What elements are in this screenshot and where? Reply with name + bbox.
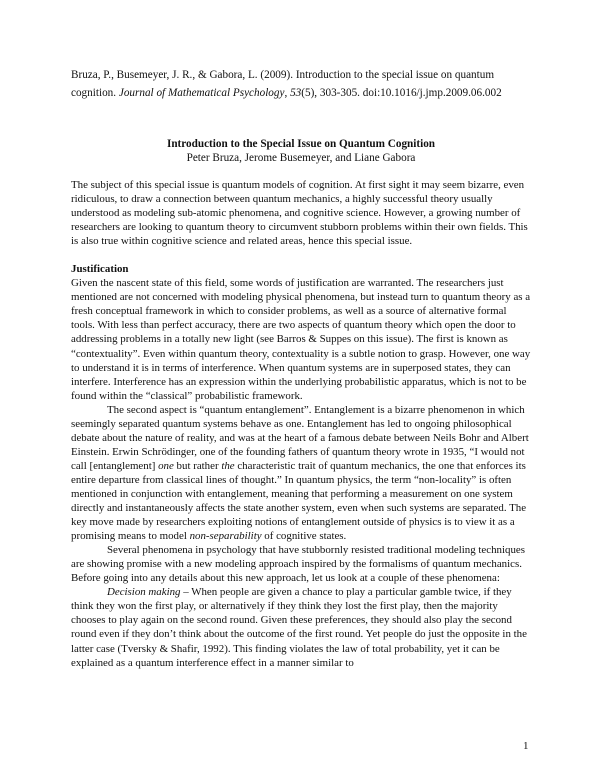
citation-volume: 53 [290,87,302,99]
justification-paragraph-3: Several phenomena in psychology that have stubbornly resisted traditional modeling techniques are showing promise with a new modeling approach inspired by the formalisms of quantum mechanics. Before going into any details about this new approach, let us look at a couple of these phenomena: [71,544,525,585]
p2-emph-one: one [158,459,174,472]
citation-pages-doi: (5), 303-305. doi:10.1016/j.jmp.2009.06.002 [301,87,502,99]
paragraph-gap [71,248,532,262]
p2-text-a: The second aspect is “quantum entanglement”. Entanglement is a bizarre phenomenon in which seemingly separated quantum systems behave as one. Entanglement has led to ongoing philosophical debate about the nature of reality, and was at the heart of a famous debate between Neils Bohr and Albert Einstein. Erwin Schrödinger, one of the founding fathers of quantum theory wrote in 1935, “I would not call [entanglement] [71,403,529,472]
citation-journal: Journal of Mathematical Psychology [118,87,285,99]
paper-authors: Peter Bruza, Jerome Busemeyer, and Liane Gabora [186,152,416,164]
paper-title: Introduction to the Special Issue on Quantum Cognition [166,138,436,150]
p2-text-d: of cognitive states. [261,530,347,543]
citation [71,66,541,102]
title-block [71,137,531,165]
p2-emph-the: the [221,459,235,472]
justification-paragraph-4 [71,585,532,669]
page-number: 1 [523,740,529,752]
p2-text-b: but rather [173,459,222,472]
justification-paragraph-1: Given the nascent state of this field, some words of justification are warranted. The researchers just mentioned are not concerned with modeling physical phenomena, but instead turn to quantum theory as a fresh conceptual framework in which to consider problems, as well as a source of alternative formal tools. With less than perfect accuracy, there are two aspects of quantum theory which open the door to addressing problems in a totally new light (see Barros & Suppes on this issue). The first is known as “contextuality”. Even within quantum theory, contextuality is a subtle notion to grasp. However, one way to understand it is in terms of interference. When quantum systems are in superposed states, they can interfere. Interference has an expression within the underlying probabilistic apparatus, which is not to be found within the “classical” probabilistic framework. [71,277,531,402]
p2-text-c: characteristic trait of quantum mechanics, the one that enforces its entire departure from classical lines of thought.” In quantum physics, the term “non-locality” is often mentioned in conjunction with entanglement, meaning that performing a measurement on one system directly and instantaneously affects the state another system, even when such systems are separated. The key move made by researchers exploiting notions of entanglement outside of physics is to view it as a promising means to model [71,459,527,543]
p4-text: – When people are given a chance to play a particular gamble twice, if they think they won the first play, or alternatively if they think they lost the first play, then the majority chooses to play again on the second round. Given these preferences, they should also play the second round even if they don’t think about the outcome of the first round. Yet people do just the opposite in the latter case (Tversky & Shafir, 1992). This finding violates the law of total probability, yet it can be explained as a quantum interference effect in a manner similar to [71,586,527,669]
section-heading-justification: Justification [71,263,129,276]
intro-paragraph: The subject of this special issue is quantum models of cognition. At first sight it may seem bizarre, even ridiculous, to draw a connection between quantum mechanics, a highly successful theory usually understood as modeling sub-atomic phenomena, and cognitive science. However, a growing number of researchers are looking to quantum theory to circumvent stubborn problems within their own fields. This is also true within cognitive science and related areas, hence this special issue. [71,179,528,248]
body-text [71,178,532,670]
citation-authors-title: Bruza, P., Busemeyer, J. R., & Gabora, L. (2009). Introduction to the special issue on quantum cognition. [71,69,495,99]
p2-emph-nonsep: non-separability [189,530,262,543]
citation-sep: , [284,87,291,99]
justification-paragraph-2 [71,403,532,543]
p4-label: Decision making [107,586,181,599]
